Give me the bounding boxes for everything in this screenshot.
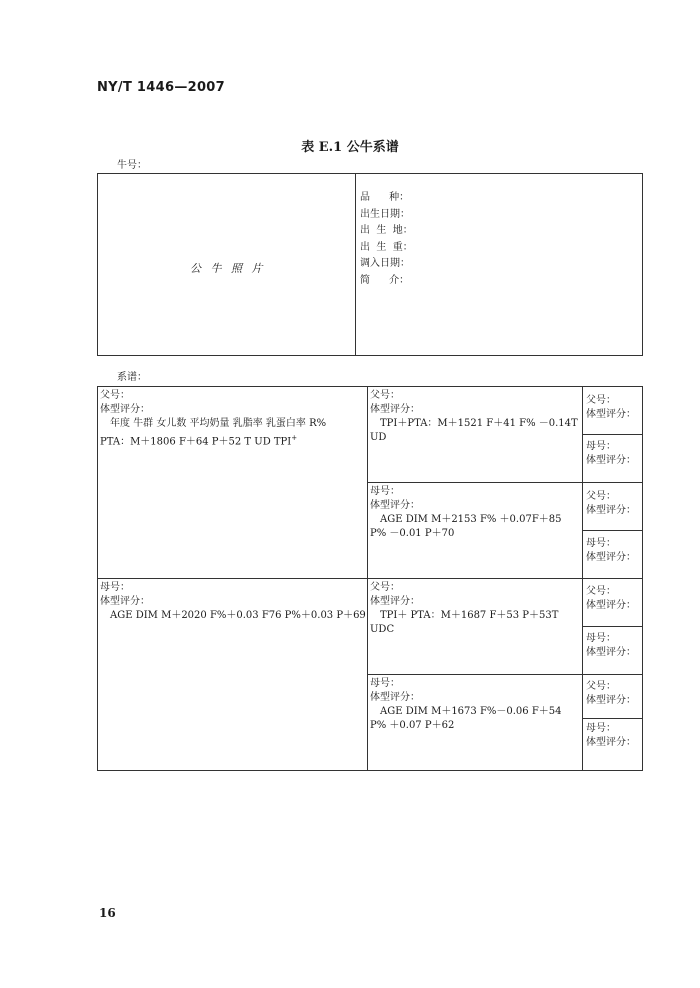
- page-number: 16: [99, 906, 116, 920]
- info-breed: 品 种：: [360, 192, 410, 203]
- gg-divider-3: [582, 626, 643, 627]
- bull-info-fields: [360, 190, 413, 289]
- sire-score-label: 体型评分：: [100, 404, 150, 415]
- sire-cell: [100, 389, 326, 449]
- paternal-granddam-cell: [370, 485, 562, 541]
- mgd-number-label: 母号：: [370, 678, 400, 689]
- pgd-line-2: P% －0.01 P＋70: [370, 528, 455, 539]
- sire-header-line: 年度 牛群 女儿数 平均奶量 乳脂率 乳蛋白率 R%: [110, 418, 327, 429]
- pedigree-label: 系谱：: [117, 372, 147, 383]
- great-grandparent-6: 母号： 体型评分：: [586, 633, 636, 658]
- pgd-score-label: 体型评分：: [370, 500, 420, 511]
- gg-divider-2: [582, 530, 643, 531]
- pgs-line-1: TPI＋PTA：M＋1521 F＋41 F% －0.14T: [380, 418, 578, 429]
- gg-divider-1: [582, 434, 643, 435]
- great-grandparent-1: 父号： 体型评分：: [586, 395, 636, 420]
- great-grandparent-4: 母号： 体型评分：: [586, 538, 636, 563]
- great-grandparent-2: 母号： 体型评分：: [586, 441, 636, 466]
- sire-number-label: 父号：: [100, 390, 130, 401]
- sire-pta-line: PTA：M＋1806 F＋64 P＋52 T UD TPI+: [100, 434, 298, 448]
- gg-divider-4: [582, 718, 643, 719]
- maternal-grandsire-cell: [370, 581, 558, 637]
- dam-line-1: AGE DIM M＋2020 F%＋0.03 F76 P%＋0.03 P＋69: [110, 610, 366, 621]
- pgd-number-label: 母号：: [370, 486, 400, 497]
- dam-number-label: 母号：: [100, 582, 130, 593]
- paternal-grandsire-cell: [370, 389, 578, 445]
- great-grandparent-7: 父号： 体型评分：: [586, 681, 636, 706]
- great-grandparent-8: 母号： 体型评分：: [586, 723, 636, 748]
- pgs-line-2: UD: [370, 432, 387, 443]
- bull-number-label: 牛号：: [117, 160, 147, 171]
- mgd-line-1: AGE DIM M＋1673 F%－0.06 F＋54: [380, 706, 562, 717]
- info-birth-date: 出生日期：: [360, 208, 410, 220]
- pedigree-row-divider-main: [97, 578, 643, 579]
- pedigree-row-divider-upper: [367, 482, 643, 483]
- pedigree-row-divider-lower: [367, 674, 643, 675]
- mgd-line-2: P% ＋0.07 P＋62: [370, 720, 455, 731]
- maternal-granddam-cell: [370, 677, 562, 733]
- mgd-score-label: 体型评分：: [370, 692, 420, 703]
- mgs-line-1: TPI＋ PTA：M＋1687 F＋53 P＋53T: [380, 610, 559, 621]
- pgs-number-label: 父号：: [370, 390, 400, 401]
- pgd-line-1: AGE DIM M＋2153 F% ＋0.07F＋85: [380, 514, 562, 525]
- info-introduction: 简 介：: [360, 274, 410, 286]
- mgs-number-label: 父号：: [370, 582, 400, 593]
- great-grandparent-5: 父号： 体型评分：: [586, 586, 636, 611]
- info-birth-weight: 出 生 重：: [360, 241, 413, 253]
- info-import-date: 调入日期：: [360, 258, 410, 269]
- standard-number: NY/T 1446—2007: [97, 80, 225, 95]
- pgs-score-label: 体型评分：: [370, 404, 420, 415]
- info-birth-place: 出 生 地：: [360, 225, 413, 236]
- mgs-line-2: UDC: [370, 624, 395, 635]
- mgs-score-label: 体型评分：: [370, 596, 420, 607]
- dam-cell: [100, 581, 366, 623]
- table-title: 表 E.1 公牛系谱: [301, 140, 399, 155]
- great-grandparent-3: 父号： 体型评分：: [586, 491, 636, 516]
- bull-photo-placeholder: 公 牛 照 片: [190, 262, 266, 275]
- info-divider: [355, 173, 356, 356]
- dam-score-label: 体型评分：: [100, 596, 150, 607]
